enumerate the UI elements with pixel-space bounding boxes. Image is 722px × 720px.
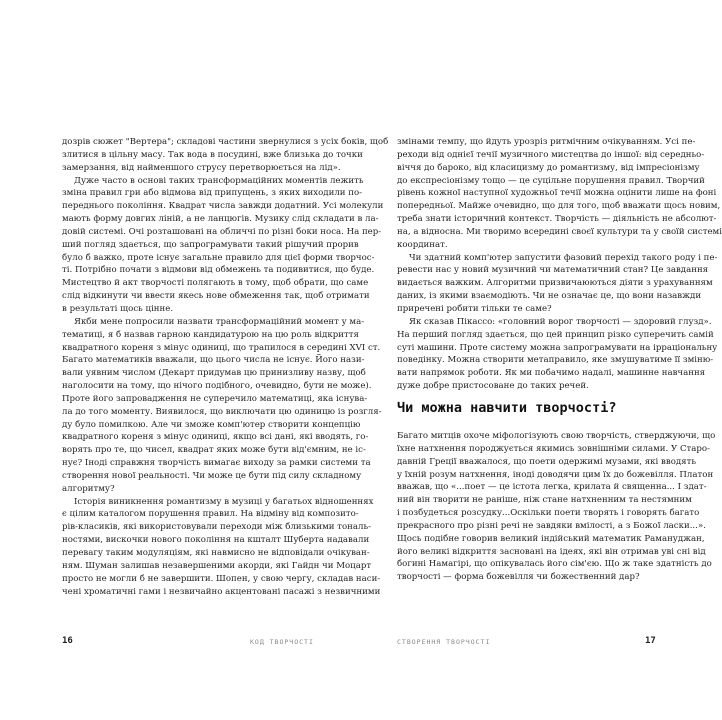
text-line: суті машини. Проте систему можна запрограмувати на ірраціональну bbox=[397, 342, 718, 353]
paragraph bbox=[62, 175, 384, 316]
text-line: попередньої. Майже очевидно, що для того, щоб вважати щось новим, bbox=[397, 201, 721, 212]
text-line: ший погляд здається, що запрограмувати такий рішучий прорив bbox=[62, 239, 359, 250]
text-line: координат. bbox=[397, 239, 448, 250]
text-line: рівень кожної наступної художньої течії можна оцінити лише на фоні bbox=[397, 188, 717, 199]
running-title-left: КОД ТВОРЧОСТІ bbox=[250, 638, 314, 646]
left-body-text bbox=[62, 136, 389, 598]
text-line: слід відкинути чи ввести якесь нове обмеження так, щоб отримати bbox=[62, 291, 370, 302]
text-line: їхне натхнення породжується якимись зовнішніми силами. У Старо- bbox=[397, 443, 710, 454]
paragraph bbox=[397, 316, 718, 393]
text-line: і позбудеться розсудку...Оскільки поети творять і говорять багато bbox=[397, 508, 700, 519]
text-line: Проте його запровадження не суперечило математиці, яка існува- bbox=[62, 393, 368, 404]
text-line: було б важко, проте існує загальне правило для цієї форми творчос- bbox=[62, 252, 375, 263]
page-number-left: 16 bbox=[62, 636, 73, 646]
text-line: тематиці, я б назвав гарною кандидатурою на цю роль відкриття bbox=[62, 329, 359, 340]
text-line: треба знати історичний контекст. Творчість — діяльність не абсолют- bbox=[397, 214, 717, 225]
text-line: прекрасного про різні речі не завдяки вмілості, а з Божої ласки...». bbox=[397, 520, 706, 531]
text-line: алгоритму? bbox=[62, 483, 115, 494]
text-line: чені хроматичні гами і незвичайно акцентовані пасажі з незвичними bbox=[62, 586, 381, 597]
running-title-right: СТВОРЕННЯ ТВОРЧОСТІ bbox=[397, 638, 491, 646]
text-line: ням. Шуман залишав незавершеними акорди, які Гайдн чи Моцарт bbox=[62, 560, 372, 571]
text-line: дуже добре пристосоване до таких речей. bbox=[397, 381, 589, 392]
text-line: рів-класиків, які використовували переходи між близькими тональ- bbox=[62, 522, 372, 533]
text-line: приречені робити тільки те саме? bbox=[397, 303, 552, 314]
text-line: віччя до бароко, від класицизму до романтизму, від імпресіонізму bbox=[397, 162, 700, 173]
text-line: ревести нас у новий музичний чи математичний стан? Це завдання bbox=[397, 265, 709, 276]
text-line: злитися в цільну масу. Так вода в посудині, вже близька до точки bbox=[62, 149, 363, 160]
text-line: поведінку. Можна створити метаправило, яке змушуватиме її зміню- bbox=[397, 355, 714, 366]
text-line: наголосити на тому, що нічого подібного, очевидно, бути не може). bbox=[62, 381, 372, 392]
right-page bbox=[360, 0, 720, 720]
text-line: на, а відносна. Ми творимо всередині своєї культури та у своїй системі bbox=[397, 226, 722, 237]
text-line: ностями, вискочки нового покоління на кшталт Шуберта надавали bbox=[62, 535, 370, 546]
text-line: в результаті щось цінне. bbox=[62, 303, 174, 314]
text-line: Якби мене попросили назвати трансформаційний момент у ма- bbox=[74, 316, 365, 327]
text-line: Багато математиків вважали, що цього числа не існує. Його нази- bbox=[62, 355, 365, 366]
text-line: вважав, що «...поет — це істота легка, крилата й священна... І здат- bbox=[397, 482, 707, 493]
text-line: даних, із якими взаємодіють. Чи не означає це, що вони назавжди bbox=[397, 291, 702, 302]
text-line: його великі відкриття засновані на ідеях, які він отримав уві сні від bbox=[397, 546, 706, 557]
text-line: богині Намагірі, що опікувалась його сім'єю. Що ж таке здатність до bbox=[397, 559, 712, 570]
text-line: у їхній розум натхнення, іноді доводячи цим їх до божевілля. Платон bbox=[397, 469, 714, 480]
text-line: ла до того моменту. Виявилося, що виключати цю одиницю із розгля- bbox=[62, 406, 382, 417]
text-line: вали уявним числом (Декарт придумав цю принизливу назву, щоб bbox=[62, 368, 366, 379]
text-line: ворять про те, що чисел, квадрат яких може бути від'ємним, не іс- bbox=[62, 445, 366, 456]
text-line: На перший погляд здається, що цей принцип різко суперечить самій bbox=[397, 329, 714, 340]
paragraph bbox=[62, 136, 389, 175]
paragraph bbox=[62, 316, 382, 496]
text-line: ду було помилкою. Але чи зможе комп'ютер створити концепцію bbox=[62, 419, 361, 430]
text-line: нує? Іноді справжня творчість вимагає виходу за рамки системи та bbox=[62, 458, 371, 469]
text-line: переднього покоління. Квадрат числа завжди додатний. Усі молекули bbox=[62, 201, 384, 212]
text-line: змінами темпу, що йдуть урозріз ритмічним очікуванням. Усі пе- bbox=[397, 137, 696, 147]
text-line: замерзання, від найменшого струсу перетворюється на лід». bbox=[62, 162, 341, 173]
section-heading: Чи можна навчити творчості? bbox=[397, 400, 617, 416]
text-line: до експресіонізму тощо — це суцільне порушення правил. Творчий bbox=[397, 175, 705, 186]
text-line: давній Греції вважалося, що поети одержимі музами, які вводять bbox=[397, 456, 697, 467]
text-line: є цілим каталогом порушення правил. На відміну від композито- bbox=[62, 509, 359, 520]
text-line: зміна правил гри або відмова від припущень, з яких виходили по- bbox=[62, 188, 363, 199]
text-line: творчості — форма божевілля чи божественний дар? bbox=[397, 572, 640, 583]
text-line: Щось подібне говорив великий індійський математик Рамануджан, bbox=[397, 533, 705, 544]
text-line: Як сказав Пікассо: «головний ворог творчості — здоровий глузд». bbox=[409, 316, 712, 327]
text-line: видається важким. Алгоритми призвичаюються діяти з урахуванням bbox=[397, 278, 713, 289]
text-line: мають форму довгих ліній, а не ланцюгів. Музику слід складати в ла- bbox=[62, 214, 379, 225]
text-line: довій системі. Очі розташовані на обличчі по різні боки носа. На пер- bbox=[62, 226, 382, 237]
text-line: Багато митців охоче міфологізують свою творчість, стверджуючи, що bbox=[397, 431, 716, 441]
text-line: Чи здатний комп'ютер запустити фазовий перехід такого роду і пе- bbox=[409, 252, 718, 263]
text-line: реходи від однієї течії музичного мистецтва до іншої: від середньо- bbox=[397, 149, 705, 160]
text-line: Дуже часто в основі таких трансформаційних моментів лежить bbox=[74, 175, 364, 186]
paragraph bbox=[397, 430, 716, 584]
text-line: створення нової реальності. Чи може це бути під силу складному bbox=[62, 470, 362, 481]
paragraph bbox=[397, 252, 718, 316]
right-body-text-bottom bbox=[397, 430, 716, 584]
text-line: Історія виникнення романтизму в музиці у багатьох відношеннях bbox=[74, 496, 374, 507]
text-line: Мистецтво й акт творчості полягають в тому, щоб обрати, що саме bbox=[62, 278, 369, 289]
paragraph bbox=[62, 496, 381, 599]
text-line: просто не могли б не завершити. Шопен, у свою чергу, складав наси- bbox=[62, 573, 381, 584]
text-line: ті. Потрібно почати з відмови від обмежень та подивитися, що буде. bbox=[62, 265, 375, 276]
paragraph bbox=[397, 136, 722, 252]
right-body-text-top bbox=[397, 136, 722, 393]
text-line: квадратного кореня з мінус одиниці, що трапилося в середині XVI ст. bbox=[62, 342, 381, 353]
page-number-right: 17 bbox=[645, 636, 656, 646]
text-line: перевагу таким модуляціям, які навмисно не відповідали очікуван- bbox=[62, 548, 370, 558]
text-line: дозрів сюжет "Вертера"; складові частини звернулися з усіх боків, щоб bbox=[62, 137, 389, 147]
text-line: ний він творити не раніше, ніж стане натхненним та нестямним bbox=[397, 495, 692, 506]
text-line: вати напрямок роботи. Як ми побачимо надалі, машинне навчання bbox=[397, 368, 706, 379]
text-line: квадратного кореня з мінус одиниці, якщо всі дані, які вводять, го- bbox=[62, 432, 369, 443]
